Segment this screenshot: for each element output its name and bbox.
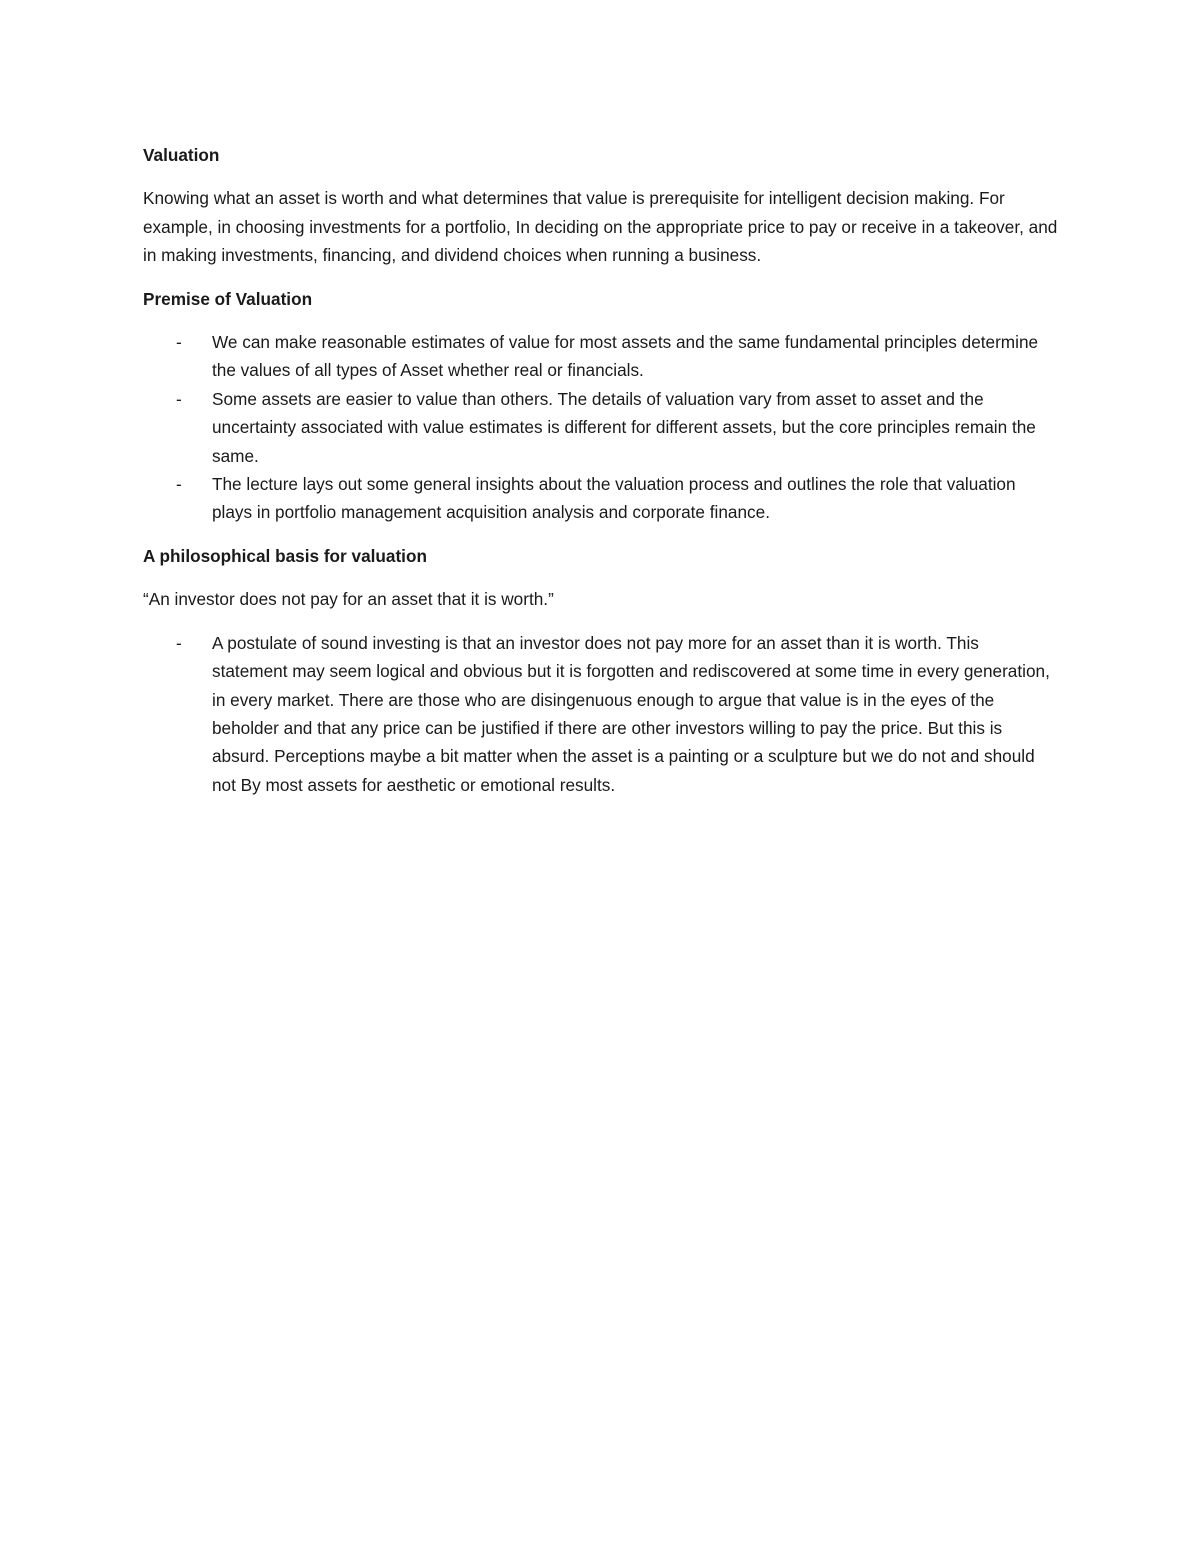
list-item-text: The lecture lays out some general insights about the valuation process and outlines the role that valuation plays in portfolio management acquisition analysis and corporate finance. (212, 474, 1016, 523)
quote-paragraph: “An investor does not pay for an asset that it is worth.” (143, 589, 554, 610)
section-heading: Valuation (143, 145, 220, 165)
section-paragraph: Knowing what an asset is worth and what determines that value is prerequisite for intelligent decision making. For example, in choosing investments for a portfolio, In deciding on the appropriate price to pay or receive in a takeover, and in making investments, financing, and dividend choices when running a business. (143, 188, 1058, 266)
bullet-list (143, 328, 1058, 527)
section-heading: Premise of Valuation (143, 288, 313, 309)
list-item-text: A postulate of sound investing is that an investor does not pay more for an asset than it is worth. This statement may seem logical and obvious but it is forgotten and rediscovered at some time in every generation, in every market. There are those who are disingenuous enough to argue that value is in the eyes of the beholder and that any price can be justified if there are other investors willing to pay the price. But this is absurd. Perceptions maybe a bit matter when the asset is a painting or a sculpture but we do not and should not By most assets for aesthetic or emotional results. (212, 632, 1050, 795)
section-philosophical-basis (143, 542, 1058, 799)
list-item-text: We can make reasonable estimates of value for most assets and the same fundamental principles determine the values of all types of Asset whether real or financials. (212, 332, 1039, 381)
list-item (143, 328, 1058, 385)
bullet-marker: - (176, 332, 182, 353)
bullet-marker: - (176, 388, 182, 409)
bullet-marker: - (176, 474, 182, 495)
list-item-text: Some assets are easier to value than others. The details of valuation vary from asset to asset and the uncertainty associated with value estimates is different for different assets, but the core principles remain the same. (212, 388, 1036, 466)
list-item (143, 470, 1058, 527)
list-item (143, 629, 1058, 799)
list-item (143, 385, 1058, 470)
section-valuation (143, 141, 1058, 270)
bullet-marker: - (176, 632, 182, 653)
document-body (143, 141, 1058, 814)
bullet-list (143, 629, 1058, 799)
section-heading: A philosophical basis for valuation (143, 545, 427, 566)
section-premise-of-valuation (143, 285, 1058, 527)
